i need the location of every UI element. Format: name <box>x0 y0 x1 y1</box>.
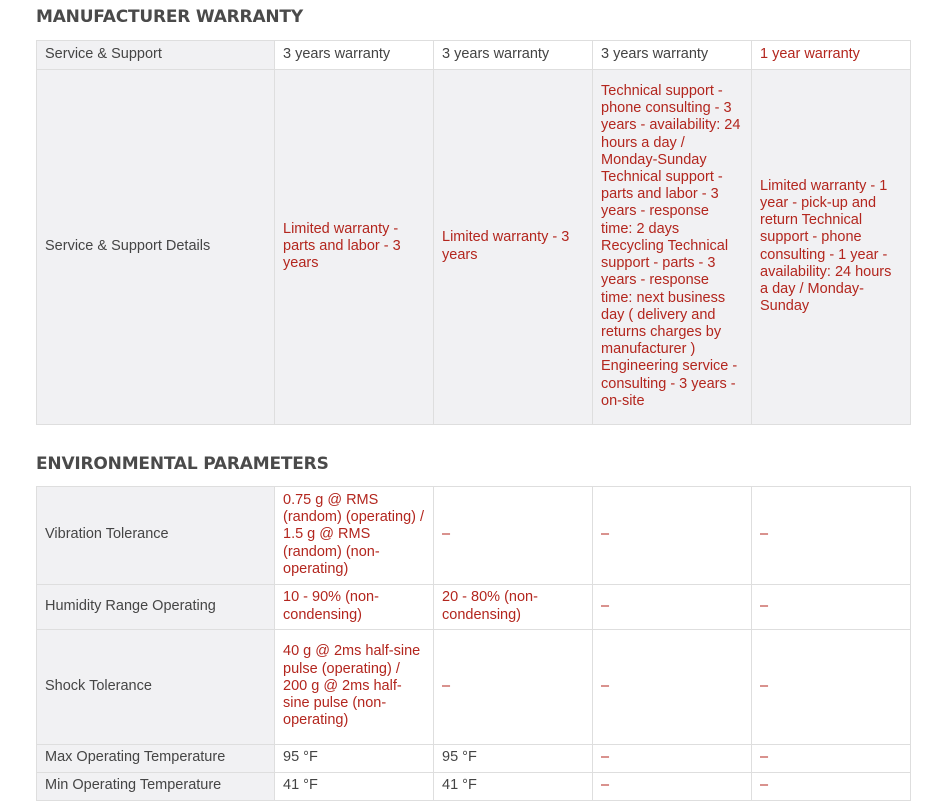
table-cell: – <box>593 630 752 745</box>
table-cell: 95 °F <box>275 745 434 773</box>
table-cell: 41 °F <box>434 773 593 801</box>
table-row <box>37 745 911 773</box>
row-label-service-support-details: Service & Support Details <box>37 70 275 425</box>
table-cell: – <box>752 745 911 773</box>
table-cell: Limited warranty - 1 year - pick-up and return Technical support - phone consulting - 1 year - availability: 24 hours a day / Monday-Sunday <box>752 70 911 425</box>
row-label-shock-tolerance: Shock Tolerance <box>37 630 275 745</box>
table-cell: – <box>593 487 752 585</box>
table-cell: 1 year warranty <box>752 41 911 70</box>
manufacturer-warranty-heading: MANUFACTURER WARRANTY <box>36 7 303 27</box>
table-cell: 3 years warranty <box>434 41 593 70</box>
environment-table <box>36 486 911 801</box>
table-cell: – <box>593 773 752 801</box>
environmental-parameters-heading: ENVIRONMENTAL PARAMETERS <box>36 454 329 474</box>
row-label-vibration-tolerance: Vibration Tolerance <box>37 487 275 585</box>
table-cell: – <box>752 630 911 745</box>
table-cell: 0.75 g @ RMS (random) (operating) / 1.5 g @ RMS (random) (non-operating) <box>275 487 434 585</box>
table-cell: Limited warranty - parts and labor - 3 years <box>275 70 434 425</box>
table-cell: 40 g @ 2ms half-sine pulse (operating) / 200 g @ 2ms half-sine pulse (non-operating) <box>275 630 434 745</box>
table-cell: – <box>593 585 752 630</box>
table-row <box>37 70 911 425</box>
table-cell: – <box>593 745 752 773</box>
table-cell: – <box>434 630 593 745</box>
table-cell: Technical support - phone consulting - 3 years - availability: 24 hours a day / Monday-Sunday Technical support - parts and labor - 3 years - response time: 2 days Recycling Technical support - parts - 3 years - response time: next business day ( delivery and returns charges by manufacturer ) Engineering service - consulting - 3 years - on-site <box>593 70 752 425</box>
row-label-humidity-range: Humidity Range Operating <box>37 585 275 630</box>
table-cell: 3 years warranty <box>593 41 752 70</box>
warranty-table <box>36 40 911 425</box>
table-row <box>37 630 911 745</box>
table-cell: – <box>752 487 911 585</box>
row-label-service-support: Service & Support <box>37 41 275 70</box>
table-row <box>37 585 911 630</box>
table-row <box>37 487 911 585</box>
table-cell: 10 - 90% (non-condensing) <box>275 585 434 630</box>
table-row <box>37 773 911 801</box>
table-cell: – <box>752 585 911 630</box>
table-cell: 41 °F <box>275 773 434 801</box>
table-cell: 3 years warranty <box>275 41 434 70</box>
row-label-max-operating-temperature: Max Operating Temperature <box>37 745 275 773</box>
row-label-min-operating-temperature: Min Operating Temperature <box>37 773 275 801</box>
table-cell: 95 °F <box>434 745 593 773</box>
table-cell: 20 - 80% (non-condensing) <box>434 585 593 630</box>
table-cell: – <box>434 487 593 585</box>
table-cell: Limited warranty - 3 years <box>434 70 593 425</box>
table-row <box>37 41 911 70</box>
table-cell: – <box>752 773 911 801</box>
